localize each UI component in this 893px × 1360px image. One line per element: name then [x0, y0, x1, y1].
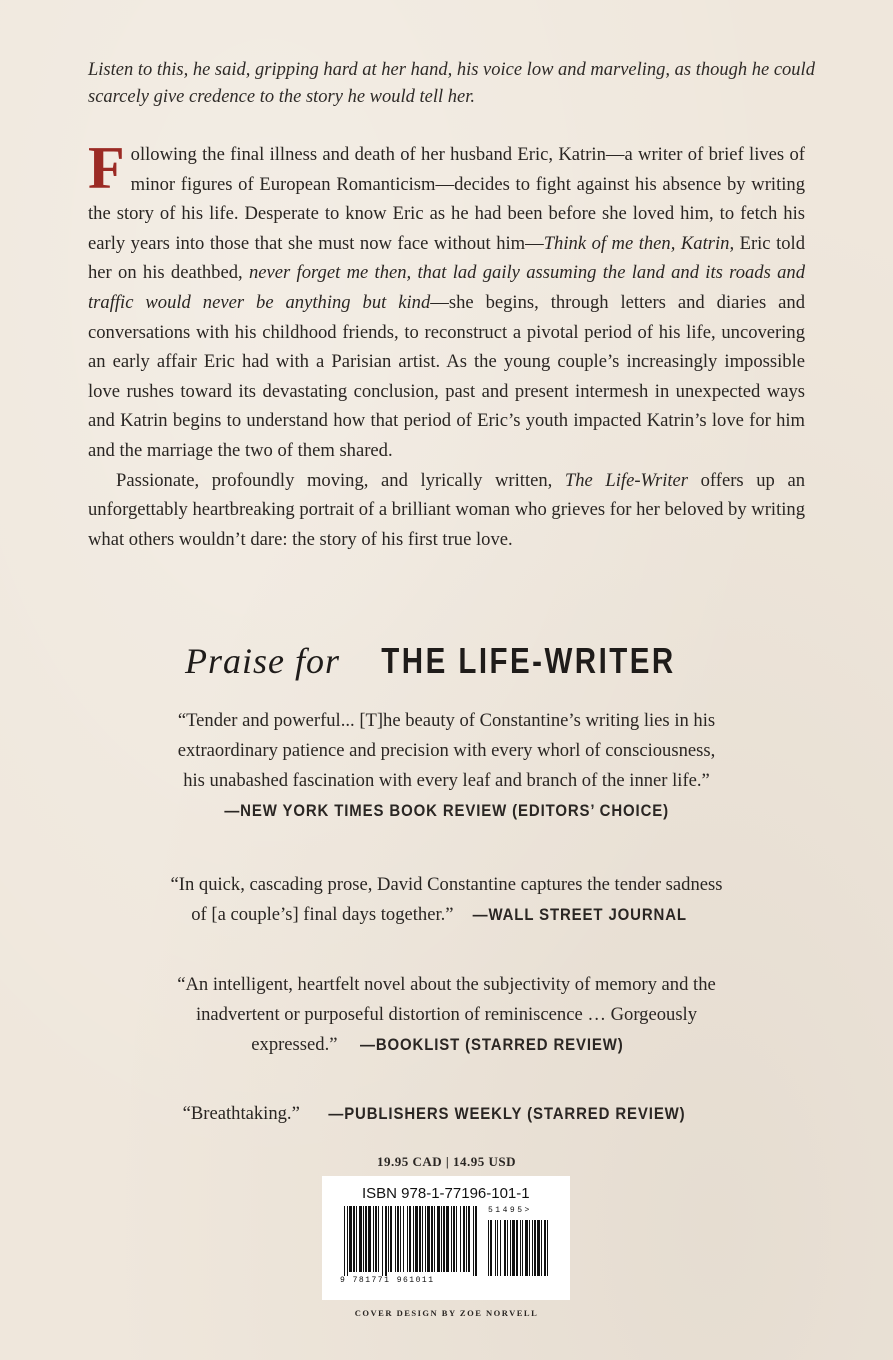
quote-line: “An intelligent, heartfelt novel about the subjectivity of memory and the — [177, 974, 716, 995]
isbn-barcode — [322, 1176, 570, 1300]
barcode-bar — [397, 1206, 399, 1272]
praise-heading — [0, 640, 893, 682]
barcode-bar — [456, 1206, 457, 1272]
quote-line: extraordinary patience and precision with every whorl of consciousness, — [177, 740, 716, 761]
barcode-addon-bar — [510, 1220, 511, 1276]
barcode-bar — [344, 1206, 345, 1276]
synopsis-text: ollowing the final illness and death of her husband Eric, Katrin—a writer of brief lives of minor figures of European Romanticism—decides to fight against his absence by writing the story of his life. Desperate to know Eric as he had been before she loved him, to fetch his early years into those that she must now face without him— — [88, 144, 805, 254]
barcode-digits: 9 781771 961011 — [340, 1276, 435, 1285]
barcode-addon-bar — [488, 1220, 489, 1276]
barcode-bar — [375, 1206, 377, 1272]
barcode-addon-bar — [525, 1220, 528, 1276]
barcode-addon-bar — [520, 1220, 521, 1276]
praise-prefix: Praise for — [185, 641, 341, 681]
barcode-bars — [336, 1206, 558, 1276]
barcode-addon-bar — [532, 1220, 533, 1276]
synopsis-paragraph-1 — [88, 135, 806, 466]
price: 19.95 CAD | 14.95 USD — [376, 1154, 517, 1169]
barcode-bar — [463, 1206, 465, 1272]
quote-source: —BOOKLIST (STARRED REVIEW) — [360, 1035, 624, 1054]
barcode-addon-bar — [541, 1220, 542, 1276]
barcode-bar — [390, 1206, 392, 1272]
barcode-addon-bar — [522, 1220, 523, 1276]
barcode-bar — [413, 1206, 414, 1272]
barcode-bar — [368, 1206, 371, 1272]
barcode-addon-digits: 51495> — [488, 1206, 532, 1215]
quote-source: —PUBLISHERS WEEKLY (STARRED REVIEW) — [328, 1104, 687, 1123]
barcode-bar — [407, 1206, 408, 1272]
barcode-bar — [422, 1206, 423, 1272]
barcode-addon-bar — [500, 1220, 501, 1276]
quote-line: inadvertent or purposeful distortion of reminiscence … Gorgeously — [195, 1004, 698, 1025]
barcode-bar — [347, 1206, 348, 1276]
synopsis-text: offers up an unforgettably heartbreaking portrait of a brilliant woman who grieves for her beloved by writing what others wouldn’t dare: the story of his first true love. — [88, 469, 805, 550]
barcode-bar — [425, 1206, 426, 1272]
barcode-bar — [400, 1206, 401, 1272]
review-quote-1 — [90, 706, 803, 826]
barcode-bar — [453, 1206, 455, 1272]
isbn-label: ISBN 978-1-77196-101-1 — [362, 1185, 530, 1202]
barcode-bar — [460, 1206, 461, 1272]
barcode-addon-bar — [507, 1220, 508, 1276]
barcode-bar — [359, 1206, 362, 1272]
barcode-bar — [434, 1206, 435, 1272]
drop-cap: F — [88, 135, 125, 201]
quote-line: “In quick, cascading prose, David Constantine captures the tender sadness — [170, 874, 723, 895]
barcode-addon-bar — [547, 1220, 548, 1276]
synopsis-italic: Think of me then, Katrin, — [543, 232, 735, 254]
cover-design-credit: COVER DESIGN BY ZOE NORVELL — [354, 1308, 539, 1318]
barcode-bar — [475, 1206, 477, 1276]
review-quote-2 — [90, 870, 803, 930]
barcode-bar — [431, 1206, 433, 1272]
barcode-addon-bar — [490, 1220, 492, 1276]
barcode-bar — [403, 1206, 404, 1272]
barcode-bar — [441, 1206, 442, 1272]
epigraph: Listen to this, he said, gripping hard at her hand, his voice low and marveling, as though he could scarcely give credence to the story he would tell her. — [88, 60, 815, 107]
barcode-bar — [415, 1206, 418, 1272]
barcode-bar — [443, 1206, 445, 1272]
synopsis-paragraph-2 — [88, 466, 805, 555]
praise-book-title: THE LIFE-WRITER — [381, 640, 676, 681]
barcode-bar — [363, 1206, 364, 1272]
quote-line: of [a couple’s] final days together.” — [191, 904, 454, 925]
barcode-addon-bar — [495, 1220, 496, 1276]
barcode-bar — [446, 1206, 449, 1272]
barcode-bar — [373, 1206, 374, 1272]
barcode-addon-bar — [544, 1220, 546, 1276]
quote-line: his unabashed fascination with every leaf and branch of the inner life.” — [183, 770, 710, 791]
barcode-bar — [473, 1206, 474, 1276]
barcode-bar — [451, 1206, 452, 1272]
barcode-bar — [388, 1206, 389, 1272]
quote-line: “Breathtaking.” — [182, 1103, 300, 1124]
synopsis — [88, 135, 806, 554]
barcode-bar — [353, 1206, 355, 1272]
barcode-bar — [437, 1206, 440, 1272]
barcode-addon-bar — [504, 1220, 506, 1276]
barcode-bar — [427, 1206, 430, 1272]
barcode-bar — [365, 1206, 367, 1272]
barcode-bar — [356, 1206, 357, 1272]
quote-line: expressed.” — [251, 1034, 338, 1055]
barcode-bar — [382, 1206, 383, 1276]
quote-source: —NEW YORK TIMES BOOK REVIEW (EDITORS’ CHOICE) — [224, 801, 669, 820]
barcode-bar — [468, 1206, 470, 1272]
barcode-addon-bar — [512, 1220, 515, 1276]
barcode-addon-bar — [516, 1220, 518, 1276]
quote-source: —WALL STREET JOURNAL — [472, 905, 688, 924]
synopsis-text: Eric told her on his deathbed, — [88, 232, 805, 284]
barcode-bar — [378, 1206, 379, 1272]
review-quote-4 — [90, 1099, 803, 1129]
barcode-bar — [409, 1206, 411, 1272]
barcode-bar — [419, 1206, 421, 1272]
barcode-bar — [466, 1206, 467, 1272]
barcode-addon-bar — [534, 1220, 536, 1276]
synopsis-text: Passionate, profoundly moving, and lyrically written, — [116, 469, 565, 491]
review-quote-3 — [90, 970, 803, 1060]
synopsis-text: —she begins, through letters and diaries and conversations with his childhood friends, to reconstruct a pivotal period of his life, uncovering an early affair Eric had with a Parisian artist. As the young couple’s increasingly impossible love rushes toward its devastating conclusion, past and present intermesh in unexpected ways and Katrin begins to understand how that period of Eric’s youth impacted Katrin’s love for him and the marriage the two of them shared. — [88, 291, 806, 461]
synopsis-italic: never forget me then, that lad gaily assuming the land and its roads and traffic would never be anything but kind — [88, 262, 806, 313]
barcode-addon-bar — [529, 1220, 530, 1276]
quote-line: “Tender and powerful... [T]he beauty of Constantine’s writing lies in his — [177, 710, 716, 731]
barcode-addon-bar — [497, 1220, 498, 1276]
barcode-addon-bar — [537, 1220, 540, 1276]
barcode-bar — [385, 1206, 387, 1276]
barcode-bar — [395, 1206, 396, 1272]
barcode-bar — [349, 1206, 352, 1272]
book-title-italic: The Life-Writer — [564, 469, 689, 491]
